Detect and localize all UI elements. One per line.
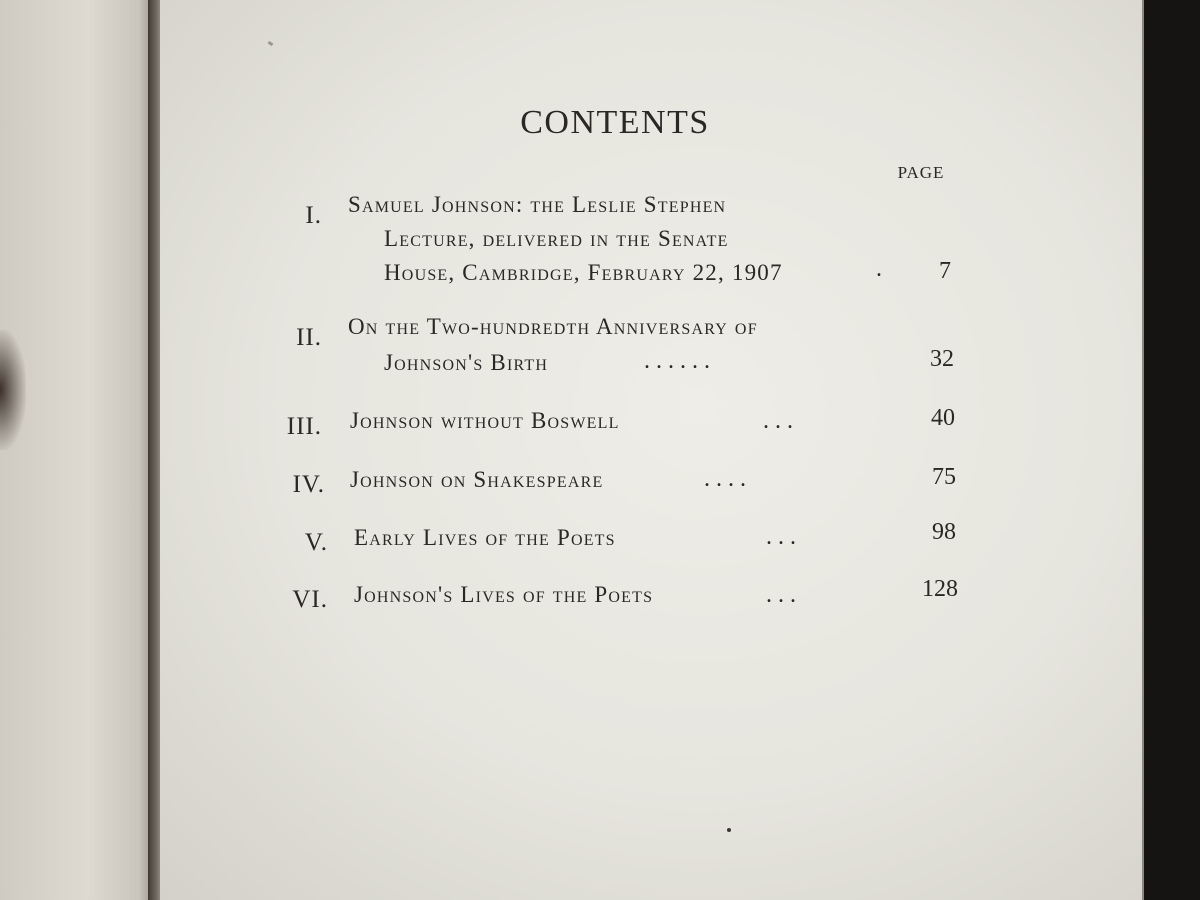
entry-2-line-2: Johnson's Birth <box>384 350 549 375</box>
entry-3-leader: . . . <box>763 408 793 434</box>
entry-numeral-2: II. <box>296 324 322 351</box>
entry-6-page: 128 <box>922 576 958 602</box>
entry-5-leader: . . . <box>766 524 796 550</box>
entry-3-line-1: Johnson without Boswell <box>350 408 620 433</box>
entry-6-leader: . . . <box>766 582 796 608</box>
entry-1-line-1: Samuel Johnson: the Leslie Stephen <box>348 192 727 217</box>
entry-4-page: 75 <box>932 464 956 490</box>
entry-2-page: 32 <box>930 346 954 372</box>
entry-numeral-6: VI. <box>292 586 328 613</box>
contents-heading: CONTENTS <box>520 104 710 141</box>
entry-4-leader: . . . . <box>704 466 746 492</box>
entry-4-line-1: Johnson on Shakespeare <box>350 467 604 492</box>
entry-1-line-2: Lecture, delivered in the Senate <box>384 226 729 251</box>
finger-shadow <box>0 330 26 450</box>
entry-2-leader: . . . . . . <box>644 348 710 374</box>
entry-numeral-3: III. <box>286 413 322 440</box>
entry-1-page: 7 <box>939 258 951 284</box>
entry-numeral-4: IV. <box>292 471 325 498</box>
entry-3-page: 40 <box>931 405 955 431</box>
entry-numeral-5: V. <box>304 529 328 556</box>
entry-2-line-1: On the Two-hundredth Anniversary of <box>348 314 758 339</box>
entry-1-line-3: House, Cambridge, February 22, 1907 <box>384 260 783 285</box>
entry-6-line-1: Johnson's Lives of the Poets <box>354 582 654 607</box>
entry-5-line-1: Early Lives of the Poets <box>354 525 616 550</box>
page-speck <box>727 828 731 832</box>
entry-5-page: 98 <box>932 519 956 545</box>
left-page <box>0 0 158 900</box>
entry-numeral-1: I. <box>305 202 322 229</box>
page-column-label: PAGE <box>897 163 945 182</box>
entry-1-leader: . <box>876 256 882 282</box>
